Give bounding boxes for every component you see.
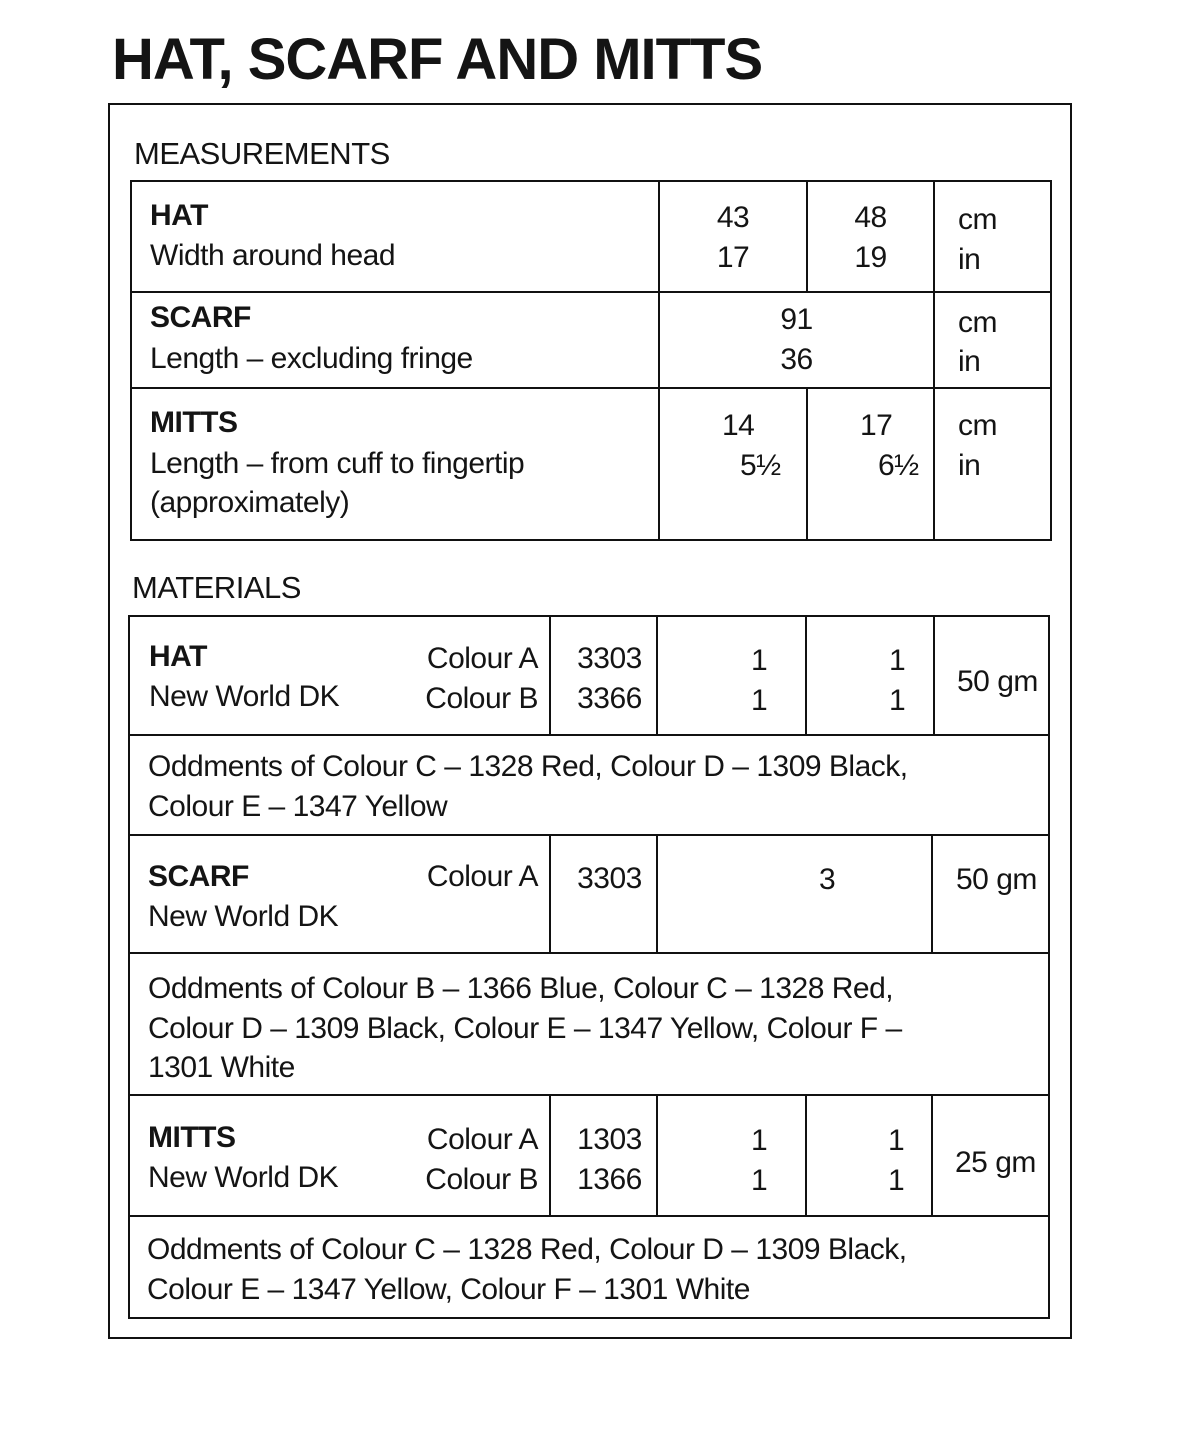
mitts-size1-cm: 14 bbox=[722, 409, 755, 442]
divider bbox=[931, 834, 933, 952]
hat-size1-cm: 43 bbox=[716, 201, 750, 234]
scarf-ball-weight: 50 gm bbox=[956, 863, 1037, 896]
unit-in: in bbox=[958, 345, 981, 378]
mitts-size2-in: 6½ bbox=[878, 449, 919, 482]
measurements-heading: MEASUREMENTS bbox=[134, 136, 390, 171]
divider bbox=[931, 1094, 933, 1215]
mitts-code-b: 1366 bbox=[577, 1163, 642, 1196]
hat-material-name: HAT bbox=[149, 640, 207, 673]
mitts-colour-a: Colour A bbox=[426, 1123, 538, 1156]
mitts-colour-b: Colour B bbox=[425, 1163, 538, 1196]
unit-in: in bbox=[958, 243, 981, 276]
hat-code-b: 3366 bbox=[577, 682, 642, 715]
materials-heading: MATERIALS bbox=[132, 570, 301, 605]
mitts-yarn: New World DK bbox=[148, 1161, 339, 1194]
scarf-material-name: SCARF bbox=[148, 860, 249, 893]
scarf-oddments-line2: Colour D – 1309 Black, Colour E – 1347 Yellow, Colour F – bbox=[148, 1012, 902, 1045]
hat-size2-qty-a: 1 bbox=[889, 644, 906, 677]
divider bbox=[933, 180, 935, 541]
mitts-size1-in: 5½ bbox=[740, 449, 781, 482]
unit-cm: cm bbox=[958, 306, 997, 339]
hat-size2-cm: 48 bbox=[854, 201, 887, 234]
hat-colour-a: Colour A bbox=[426, 642, 538, 675]
mitts-size1-qty-b: 1 bbox=[751, 1164, 768, 1197]
hat-colour-b: Colour B bbox=[425, 682, 538, 715]
divider bbox=[128, 1094, 1050, 1096]
mitts-size2-qty-b: 1 bbox=[888, 1164, 905, 1197]
scarf-colour-a: Colour A bbox=[426, 860, 538, 893]
scarf-qty: 3 bbox=[819, 863, 836, 896]
hat-code-a: 3303 bbox=[577, 642, 642, 675]
hat-ball-weight: 50 gm bbox=[957, 665, 1038, 698]
unit-cm: cm bbox=[958, 203, 997, 236]
mitts-size2-cm: 17 bbox=[860, 409, 893, 442]
mitts-ball-weight: 25 gm bbox=[955, 1146, 1036, 1179]
divider bbox=[130, 387, 1052, 389]
mitts-measure-name: MITTS bbox=[150, 406, 238, 439]
divider bbox=[128, 952, 1050, 954]
mitts-size2-qty-a: 1 bbox=[888, 1124, 905, 1157]
scarf-yarn: New World DK bbox=[148, 900, 339, 933]
scarf-oddments-line1: Oddments of Colour B – 1366 Blue, Colour C – 1328 Red, bbox=[148, 972, 894, 1005]
divider bbox=[933, 615, 935, 734]
divider bbox=[130, 291, 1052, 293]
divider bbox=[805, 1094, 807, 1215]
scarf-measure-desc: Length – excluding fringe bbox=[150, 342, 473, 375]
hat-size2-in: 19 bbox=[854, 241, 887, 274]
hat-size1-qty-a: 1 bbox=[751, 644, 768, 677]
mitts-code-a: 1303 bbox=[577, 1123, 642, 1156]
mitts-measure-note: (approximately) bbox=[150, 486, 350, 519]
page-title: HAT, SCARF AND MITTS bbox=[112, 27, 763, 92]
divider bbox=[805, 615, 807, 734]
hat-yarn: New World DK bbox=[149, 680, 340, 713]
scarf-length-in: 36 bbox=[780, 343, 813, 376]
divider bbox=[128, 834, 1050, 836]
materials-table bbox=[128, 615, 1050, 1319]
mitts-size1-qty-a: 1 bbox=[751, 1124, 768, 1157]
divider bbox=[128, 1215, 1050, 1217]
scarf-length-cm: 91 bbox=[780, 303, 813, 336]
mitts-material-name: MITTS bbox=[148, 1121, 236, 1154]
scarf-measure-name: SCARF bbox=[150, 301, 251, 334]
scarf-code-a: 3303 bbox=[577, 862, 642, 895]
mitts-measure-desc: Length – from cuff to fingertip bbox=[150, 447, 525, 480]
unit-in: in bbox=[958, 449, 981, 482]
mitts-oddments-line1: Oddments of Colour C – 1328 Red, Colour D – 1309 Black, bbox=[147, 1233, 907, 1266]
hat-measure-name: HAT bbox=[150, 199, 208, 232]
hat-oddments-line2: Colour E – 1347 Yellow bbox=[148, 790, 448, 823]
divider bbox=[128, 734, 1050, 736]
scarf-oddments-line3: 1301 White bbox=[148, 1051, 295, 1084]
hat-size1-qty-b: 1 bbox=[751, 684, 768, 717]
divider bbox=[806, 387, 808, 541]
hat-oddments-line1: Oddments of Colour C – 1328 Red, Colour D – 1309 Black, bbox=[148, 750, 908, 783]
mitts-oddments-line2: Colour E – 1347 Yellow, Colour F – 1301 White bbox=[147, 1273, 750, 1306]
unit-cm: cm bbox=[958, 409, 997, 442]
hat-size1-in: 17 bbox=[716, 241, 750, 274]
hat-measure-desc: Width around head bbox=[150, 239, 396, 272]
hat-size2-qty-b: 1 bbox=[889, 684, 906, 717]
